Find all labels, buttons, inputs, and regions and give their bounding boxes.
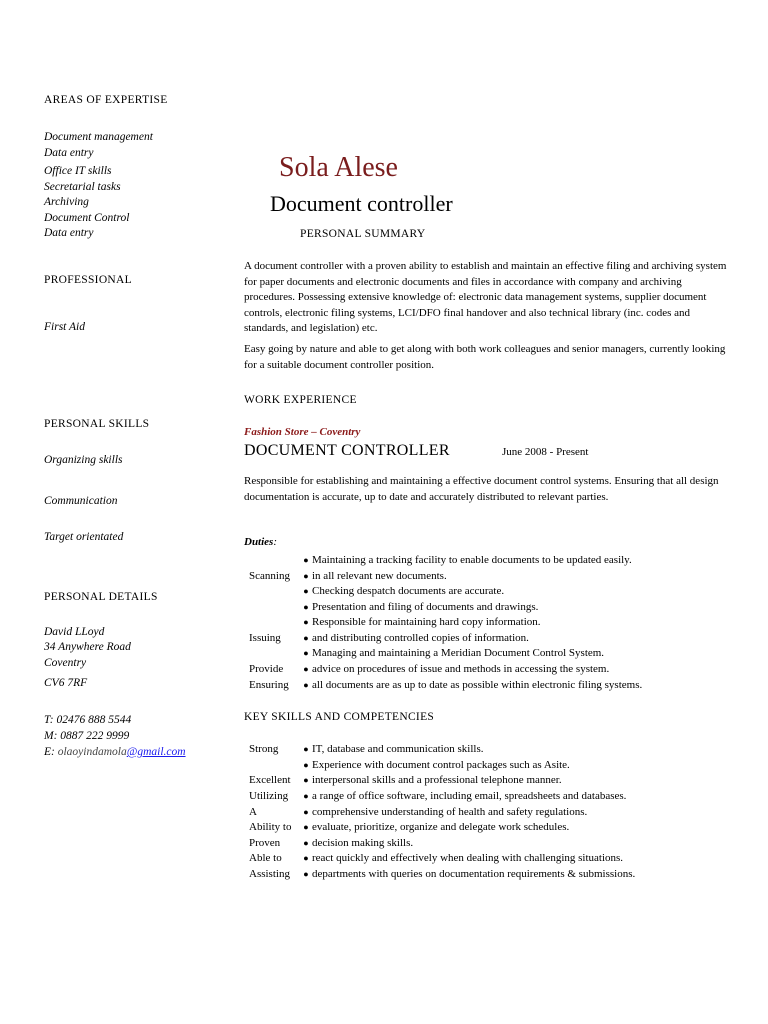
email-label: E: [44, 746, 55, 758]
duty-text: in all relevant new documents. [312, 570, 447, 582]
personal-skills-heading: PERSONAL SKILLS [44, 418, 150, 430]
duty-text: advice on procedures of issue and methods in accessing the system. [312, 663, 610, 675]
skill-text: comprehensive understanding of health and safety regulations. [312, 806, 588, 818]
bullet-icon: ● [303, 617, 309, 627]
email-line [44, 746, 186, 758]
phone-line [44, 714, 131, 726]
bullet-icon: ● [303, 775, 309, 785]
job-description: Responsible for establishing and maintaining a effective document control systems. Ensuring that all design documentation is accurate, up to date and accurately distributed to relevant parties. [244, 475, 719, 503]
candidate-role: Document controller [270, 191, 453, 216]
professional-heading: PROFESSIONAL [44, 274, 132, 286]
summary-paragraph-2: Easy going by nature and able to get along with both work colleagues and senior managers, currently looking for a suitable document controller position. [244, 343, 726, 371]
duties-colon: : [273, 536, 278, 548]
bullet-icon: ● [303, 586, 309, 596]
bullet-icon: ● [303, 680, 309, 690]
bullet-icon: ● [303, 791, 309, 801]
bullet-icon: ● [303, 633, 309, 643]
bullet-icon: ● [303, 838, 309, 848]
duty-text: Managing and maintaining a Meridian Document Control System. [312, 647, 605, 659]
skill-text: decision making skills. [312, 837, 414, 849]
expertise-item: Office IT skills [44, 165, 112, 177]
skill-lead: Utilizing [249, 790, 289, 802]
duty-lead: Provide [249, 663, 284, 675]
professional-item: First Aid [44, 321, 86, 333]
company-name: Fashion Store – Coventry [244, 426, 361, 438]
duties-label [244, 536, 277, 548]
expertise-item: Archiving [44, 196, 89, 208]
skill-text: departments with queries on documentation requirements & submissions. [312, 868, 636, 880]
bullet-icon: ● [303, 853, 309, 863]
skill-text: Experience with document control packages such as Asite. [312, 759, 570, 771]
summary-paragraph-1: A document controller with a proven ability to establish and maintain an effective filing and archiving system for paper documents and electronic documents and files in accordance with company and archiving procedures. Possessing extensive knowledge of: electronic data management systems, supplier document controls, electronic filing systems, LCI/DFO final handover and also technical library (inc. codes and standards, and legislation) etc. [244, 260, 727, 334]
candidate-name: Sola Alese [279, 152, 398, 183]
expertise-item: Document Control [44, 212, 130, 224]
personal-details-heading: PERSONAL DETAILS [44, 591, 158, 603]
bullet-icon: ● [303, 602, 309, 612]
skill-lead: Ability to [249, 821, 292, 833]
skill-text: evaluate, prioritize, organize and delegate work schedules. [312, 821, 570, 833]
address-line: David LLoyd [44, 626, 105, 638]
personal-skill-item: Organizing skills [44, 454, 123, 466]
duty-text: Checking despatch documents are accurate. [312, 585, 505, 597]
bullet-icon: ● [303, 822, 309, 832]
duty-text: all documents are as up to date as possible within electronic filing systems. [312, 679, 643, 691]
skill-text: a range of office software, including email, spreadsheets and databases. [312, 790, 627, 802]
phone-number: 02476 888 5544 [56, 714, 132, 726]
skill-text: IT, database and communication skills. [312, 743, 484, 755]
email-user[interactable]: olaoyindamola [57, 746, 127, 758]
mobile-label: M: [44, 730, 58, 742]
personal-skill-item: Communication [44, 495, 118, 507]
address-line: Coventry [44, 657, 87, 669]
expertise-heading: AREAS OF EXPERTISE [44, 94, 168, 106]
skill-lead: Proven [249, 837, 281, 849]
bullet-icon: ● [303, 760, 309, 770]
email-domain-link[interactable]: @gmail.com [126, 746, 186, 758]
duty-lead: Issuing [249, 632, 281, 644]
expertise-item: Secretarial tasks [44, 181, 121, 193]
job-dates: June 2008 - Present [502, 446, 589, 458]
work-experience-heading: WORK EXPERIENCE [244, 394, 357, 406]
bullet-icon: ● [303, 744, 309, 754]
duty-text: Presentation and filing of documents and drawings. [312, 601, 539, 613]
mobile-number: 0887 222 9999 [60, 730, 130, 742]
skill-lead: Strong [249, 743, 279, 755]
duty-lead: Scanning [249, 570, 290, 582]
bullet-icon: ● [303, 571, 309, 581]
expertise-item: Document management [44, 131, 153, 143]
skill-lead: Assisting [249, 868, 290, 880]
bullet-icon: ● [303, 555, 309, 565]
summary-heading: PERSONAL SUMMARY [300, 228, 426, 240]
bullet-icon: ● [303, 648, 309, 658]
job-title: DOCUMENT CONTROLLER [244, 442, 450, 459]
address-line: 34 Anywhere Road [44, 641, 131, 653]
duties-label-text: Duties [244, 536, 274, 548]
skill-lead: A [249, 806, 257, 818]
phone-label: T: [44, 714, 54, 726]
skill-text: react quickly and effectively when dealing with challenging situations. [312, 852, 624, 864]
duty-text: Maintaining a tracking facility to enable documents to be updated easily. [312, 554, 632, 566]
expertise-item: Data entry [44, 147, 94, 159]
duty-text: Responsible for maintaining hard copy information. [312, 616, 541, 628]
bullet-icon: ● [303, 807, 309, 817]
duty-lead: Ensuring [249, 679, 289, 691]
address-line: CV6 7RF [44, 677, 88, 689]
skill-text: interpersonal skills and a professional telephone manner. [312, 774, 562, 786]
expertise-item: Data entry [44, 227, 94, 239]
duty-text: and distributing controlled copies of information. [312, 632, 529, 644]
skill-lead: Able to [249, 852, 282, 864]
skill-lead: Excellent [249, 774, 291, 786]
mobile-line [44, 730, 129, 742]
bullet-icon: ● [303, 869, 309, 879]
key-skills-heading: KEY SKILLS AND COMPETENCIES [244, 711, 435, 723]
personal-skill-item: Target orientated [44, 531, 124, 543]
bullet-icon: ● [303, 664, 309, 674]
